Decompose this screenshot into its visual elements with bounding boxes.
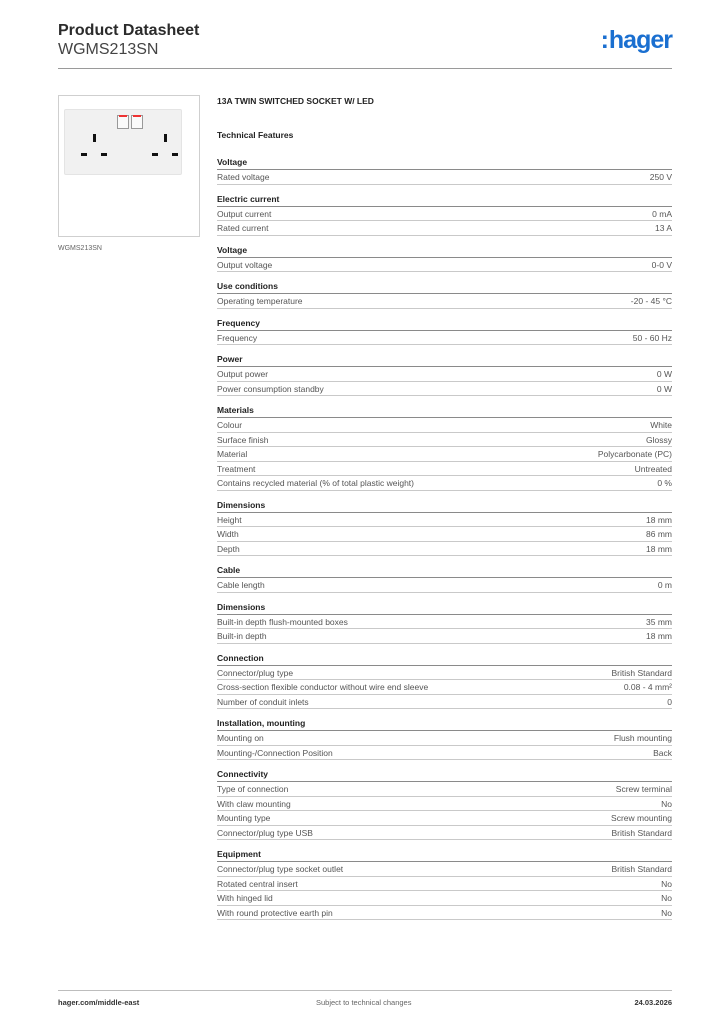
spec-label: Material: [217, 449, 248, 459]
switch-right: [131, 115, 143, 129]
footer-disclaimer: Subject to technical changes: [316, 998, 412, 1007]
pin-right-a: [152, 153, 158, 156]
spec-label: Operating temperature: [217, 296, 303, 306]
spec-group: [217, 405, 672, 491]
spec-row: [217, 476, 672, 491]
spec-group: [217, 565, 672, 593]
spec-value: Flush mounting: [613, 733, 672, 743]
spec-group: [217, 354, 672, 396]
spec-row: [217, 447, 672, 462]
spec-value: 0 W: [656, 383, 672, 394]
spec-value: 0-0 V: [651, 259, 672, 270]
spec-value: -20 - 45 °C: [630, 296, 672, 306]
spec-value: 0 %: [657, 478, 672, 488]
spec-label: Rated current: [217, 223, 269, 233]
spec-row: [217, 731, 672, 746]
spec-group-title: Installation, mounting: [217, 718, 672, 731]
logo-text: hager: [608, 26, 672, 54]
spec-value: Back: [653, 747, 672, 758]
spec-label: Power consumption standby: [217, 383, 324, 394]
spec-value: 13 A: [654, 223, 672, 233]
spec-value: 0 W: [656, 369, 672, 379]
spec-label: With claw mounting: [217, 798, 291, 809]
spec-value: British Standard: [611, 827, 672, 838]
spec-label: Rated voltage: [217, 172, 270, 182]
spec-group-title: Dimensions: [217, 500, 672, 513]
spec-value: Screw terminal: [615, 784, 672, 794]
spec-row: [217, 382, 672, 397]
spec-group-title: Connection: [217, 653, 672, 666]
spec-label: Mounting on: [217, 733, 264, 743]
spec-value: Untreated: [634, 463, 672, 474]
product-image: [58, 95, 200, 237]
spec-value: Screw mounting: [611, 813, 672, 823]
spec-label: Height: [217, 514, 242, 525]
switch-left: [117, 115, 129, 129]
spec-value: British Standard: [611, 667, 672, 678]
page-title: Product Datasheet: [58, 22, 200, 39]
spec-row: [217, 680, 672, 695]
spec-row: [217, 746, 672, 761]
spec-value: No: [661, 798, 672, 809]
spec-label: Connector/plug type: [217, 667, 294, 678]
footer-divider: [58, 990, 672, 991]
spec-group-title: Cable: [217, 565, 672, 578]
spec-value: British Standard: [611, 864, 672, 874]
spec-group: [217, 769, 672, 840]
spec-label: Width: [217, 529, 239, 539]
spec-label: Frequency: [217, 332, 258, 343]
spec-group-title: Connectivity: [217, 769, 672, 782]
spec-row: [217, 578, 672, 593]
spec-group-title: Equipment: [217, 849, 672, 862]
spec-row: [217, 331, 672, 346]
spec-label: Mounting type: [217, 813, 271, 823]
spec-group: [217, 281, 672, 309]
earth-pin-left: [93, 134, 96, 142]
spec-group: [217, 245, 672, 273]
spec-value: No: [661, 907, 672, 918]
spec-row: [217, 513, 672, 528]
product-code: WGMS213SN: [58, 41, 159, 58]
spec-groups: [217, 157, 672, 920]
spec-group: [217, 318, 672, 346]
spec-label: Number of conduit inlets: [217, 696, 309, 707]
spec-row: [217, 797, 672, 812]
spec-row: [217, 906, 672, 921]
spec-label: Contains recycled material (% of total plastic weight): [217, 478, 414, 488]
spec-value: 18 mm: [646, 514, 672, 525]
spec-group: [217, 602, 672, 644]
hager-logo: :hager: [600, 26, 672, 54]
spec-group: [217, 718, 672, 760]
spec-value: 35 mm: [646, 616, 672, 627]
spec-group-title: Electric current: [217, 194, 672, 207]
spec-value: 0 mA: [652, 208, 672, 219]
pin-right-b: [172, 153, 178, 156]
spec-label: Built-in depth flush-mounted boxes: [217, 616, 348, 627]
spec-row: [217, 542, 672, 557]
spec-group: [217, 157, 672, 185]
spec-label: With hinged lid: [217, 893, 273, 903]
spec-row: [217, 221, 672, 236]
pin-left-a: [81, 153, 87, 156]
spec-content: [217, 96, 672, 920]
footer-date: 24.03.2026: [634, 998, 672, 1007]
spec-row: [217, 367, 672, 382]
spec-row: [217, 811, 672, 826]
spec-value: Polycarbonate (PC): [597, 449, 672, 459]
spec-value: 0 m: [657, 580, 672, 590]
spec-row: [217, 891, 672, 906]
spec-label: Surface finish: [217, 434, 269, 445]
spec-row: [217, 629, 672, 644]
spec-row: [217, 170, 672, 185]
spec-group-title: Voltage: [217, 157, 672, 170]
spec-label: Depth: [217, 543, 240, 554]
spec-label: With round protective earth pin: [217, 907, 333, 918]
spec-row: [217, 615, 672, 630]
spec-row: [217, 862, 672, 877]
spec-row: [217, 527, 672, 542]
technical-features-title: Technical Features: [217, 130, 294, 140]
spec-value: No: [661, 893, 672, 903]
spec-label: Colour: [217, 420, 243, 430]
spec-row: [217, 666, 672, 681]
spec-label: Cross-section flexible conductor without wire end sleeve: [217, 682, 429, 692]
spec-group-title: Use conditions: [217, 281, 672, 294]
spec-label: Cable length: [217, 580, 265, 590]
spec-value: Glossy: [646, 434, 672, 445]
spec-group: [217, 849, 672, 920]
footer-website[interactable]: hager.com/middle-east: [58, 998, 140, 1007]
spec-value: White: [650, 420, 672, 430]
spec-row: [217, 258, 672, 273]
image-caption: WGMS213SN: [58, 245, 102, 252]
spec-value: 0: [667, 696, 672, 707]
spec-group-title: Power: [217, 354, 672, 367]
spec-label: Connector/plug type USB: [217, 827, 313, 838]
spec-value: 18 mm: [646, 543, 672, 554]
spec-row: [217, 826, 672, 841]
spec-value: 50 - 60 Hz: [632, 332, 672, 343]
page-header: [58, 22, 199, 59]
spec-value: 0.08 - 4 mm²: [623, 682, 672, 692]
spec-label: Rotated central insert: [217, 878, 298, 889]
spec-group-title: Voltage: [217, 245, 672, 258]
spec-group-title: Materials: [217, 405, 672, 418]
product-name: 13A TWIN SWITCHED SOCKET W/ LED: [217, 96, 374, 106]
spec-group: [217, 194, 672, 236]
spec-group-title: Frequency: [217, 318, 672, 331]
spec-label: Mounting-/Connection Position: [217, 747, 333, 758]
spec-row: [217, 462, 672, 477]
spec-label: Output current: [217, 208, 272, 219]
spec-label: Built-in depth: [217, 631, 267, 641]
pin-left-b: [101, 153, 107, 156]
spec-row: [217, 877, 672, 892]
spec-row: [217, 207, 672, 222]
header-divider: [58, 68, 672, 69]
spec-label: Connector/plug type socket outlet: [217, 864, 344, 874]
spec-group-title: Dimensions: [217, 602, 672, 615]
spec-value: 18 mm: [646, 631, 672, 641]
spec-row: [217, 782, 672, 797]
spec-value: No: [661, 878, 672, 889]
spec-row: [217, 433, 672, 448]
spec-group: [217, 653, 672, 710]
spec-row: [217, 695, 672, 710]
spec-label: Type of connection: [217, 784, 289, 794]
spec-label: Treatment: [217, 463, 256, 474]
spec-label: Output voltage: [217, 259, 273, 270]
spec-row: [217, 418, 672, 433]
spec-row: [217, 294, 672, 309]
spec-value: 250 V: [649, 172, 672, 182]
earth-pin-right: [164, 134, 167, 142]
spec-value: 86 mm: [646, 529, 672, 539]
socket-plate: [64, 109, 182, 175]
spec-group: [217, 500, 672, 557]
spec-label: Output power: [217, 369, 269, 379]
